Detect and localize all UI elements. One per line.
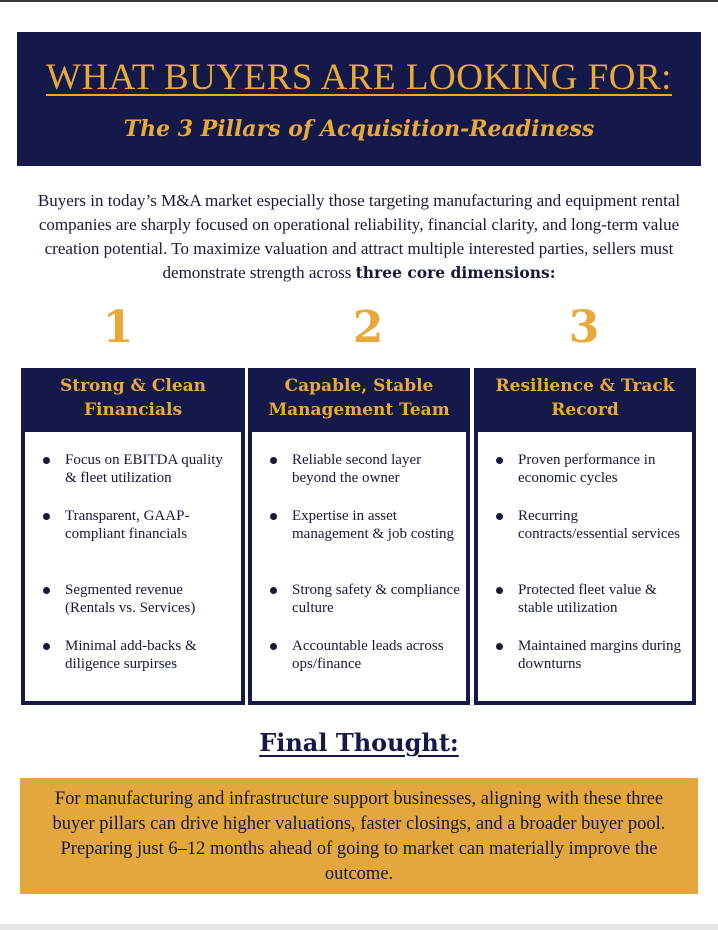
list-item: Protected fleet value & stable utilization <box>478 581 692 617</box>
pillar-body <box>478 432 692 701</box>
final-thought-text: For manufacturing and infrastructure support businesses, aligning with these three buyer pillars can drive higher valuations, faster closings, and a broader buyer pool. Preparing just 6–12 months ahead of going to market can materially improve the outcome. <box>52 789 666 884</box>
pillar-card-management <box>248 368 470 705</box>
bullet-icon <box>43 457 50 464</box>
page-subtitle: The 3 Pillars of Acquisition-Readiness <box>123 116 595 142</box>
pillar-title: Capable, Stable Management Team <box>268 376 450 420</box>
bullet-icon <box>496 643 503 650</box>
pillar-body <box>252 432 466 701</box>
final-thought-heading: Final Thought: <box>259 728 459 757</box>
intro-paragraph <box>28 189 690 285</box>
pillar-list <box>252 451 466 673</box>
list-item: Expertise in asset management & job costing <box>252 507 466 561</box>
pillar-card-resilience <box>474 368 696 705</box>
pillar-number-2: 2 <box>352 302 384 353</box>
bullet-icon <box>43 513 50 520</box>
list-item: Recurring contracts/essential services <box>478 507 692 561</box>
final-thought-box <box>20 778 698 894</box>
bullet-icon <box>496 587 503 594</box>
bullet-icon <box>270 513 277 520</box>
pillar-title: Resilience & Track Record <box>495 376 675 420</box>
pillar-list <box>25 451 241 673</box>
pillar-list <box>478 451 692 673</box>
bottom-rule <box>0 924 718 930</box>
intro-emphasis: three core dimensions: <box>355 263 556 282</box>
list-item: Accountable leads across ops/finance <box>252 637 466 673</box>
list-item: Transparent, GAAP-compliant financials <box>25 507 241 561</box>
pillar-card-financials <box>21 368 245 705</box>
bullet-icon <box>43 643 50 650</box>
header-banner <box>17 32 701 166</box>
bullet-icon <box>496 457 503 464</box>
pillar-title: Strong & Clean Financials <box>59 376 207 420</box>
pillar-number-1: 1 <box>102 302 134 353</box>
list-item: Maintained margins during downturns <box>478 637 692 673</box>
list-item: Focus on EBITDA quality & fleet utilization <box>25 451 241 487</box>
top-rule <box>0 0 718 2</box>
list-item: Strong safety & compliance culture <box>252 581 466 617</box>
list-item: Proven performance in economic cycles <box>478 451 692 487</box>
list-item: Segmented revenue (Rentals vs. Services) <box>25 581 241 617</box>
bullet-icon <box>270 643 277 650</box>
bullet-icon <box>43 587 50 594</box>
bullet-icon <box>270 457 277 464</box>
pillar-number-3: 3 <box>568 302 600 353</box>
list-item: Reliable second layer beyond the owner <box>252 451 466 487</box>
list-item: Minimal add-backs & diligence surpirses <box>25 637 241 673</box>
bullet-icon <box>270 587 277 594</box>
intro-text: Buyers in today’s M&A market especially those targeting manufacturing and equipment rental companies are sharply focused on operational reliability, financial clarity, and long-term value creation potential. To maximize valuation and attract multiple interested parties, sellers must demonstrate strength across <box>37 191 681 282</box>
pillar-body <box>25 432 241 701</box>
bullet-icon <box>496 513 503 520</box>
page-title: WHAT BUYERS ARE LOOKING FOR: <box>46 57 672 98</box>
